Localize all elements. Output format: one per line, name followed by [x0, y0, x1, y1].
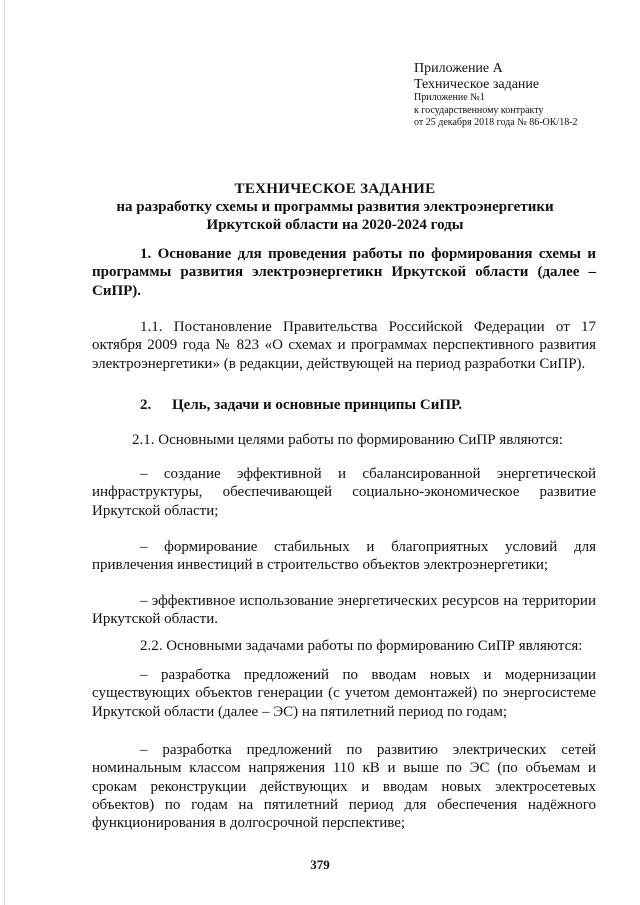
attachment-line-1: Приложение А: [414, 61, 503, 76]
paragraph-1-1: 1.1. Постановление Правительства Российской Федерации от 17 октября 2009 года № 823 «О схемах и программах перспективного развития электроэнергетики» (в редакции, действующей на период разработки СиПР).: [92, 319, 596, 372]
paragraph-2-2: 2.2. Основными задачами работы по формированию СиПР являются:: [140, 638, 583, 654]
goal-item: – эффективное использование энергетических ресурсов на территории Иркутской области.: [92, 593, 596, 628]
page-number: 379: [310, 857, 330, 872]
document-title: [60, 180, 610, 234]
scan-edge-line: [4, 0, 5, 905]
attachment-line-5: от 25 декабря 2018 года № 86-ОК/18-2: [414, 116, 578, 128]
attachment-line-4: к государственному контракту: [414, 104, 544, 116]
section-1-heading: 1. Основание для проведения работы по формирования схемы и программы развития электроэнергетикн Иркутской области (далее – СиПР).: [92, 246, 596, 299]
goal-item: – создание эффективной и сбалансированной энергетической инфраструктуры, обеспечивающей социально-экономическое развитие Иркутской области;: [92, 466, 596, 519]
section-2-heading: [140, 397, 462, 414]
task-item: – разработка предложений по развитию электрических сетей номинальным классом напряжения 110 кВ и выше по ЭС (по объемам и срокам реконструкции действующих и вводам новых электросетевых объектов) по годам на пятилетний период для обеспечения надёжного функционирования в долгосрочной перспективе;: [92, 742, 596, 832]
title-line-2: на разработку схемы и программы развития электроэнергетики: [116, 199, 554, 215]
attachment-block: [414, 61, 614, 129]
task-item: – разработка предложений по вводам новых и модернизации существующих объектов генерации (с учетом демонтажей) по энергосистеме Иркутской области (далее – ЭС) на пятилетний период по годам;: [92, 667, 596, 720]
section-2-title: Цель, задачи и основные принципы СиПР.: [172, 397, 463, 413]
title-line-1: ТЕХНИЧЕСКОЕ ЗАДАНИЕ: [234, 181, 436, 197]
goal-item: – формирование стабильных и благоприятных условий для привлечения инвестиций в строительство объектов электроэнергетики;: [92, 539, 596, 574]
title-line-3: Иркутской области на 2020-2024 годы: [206, 217, 464, 233]
attachment-line-2: Техническое задание: [414, 76, 540, 92]
paragraph-2-1: 2.1. Основными целями работы по формированию СиПР являются:: [132, 432, 563, 448]
attachment-line-3: Приложение №1: [414, 92, 485, 104]
section-2-number: 2.: [140, 397, 152, 413]
